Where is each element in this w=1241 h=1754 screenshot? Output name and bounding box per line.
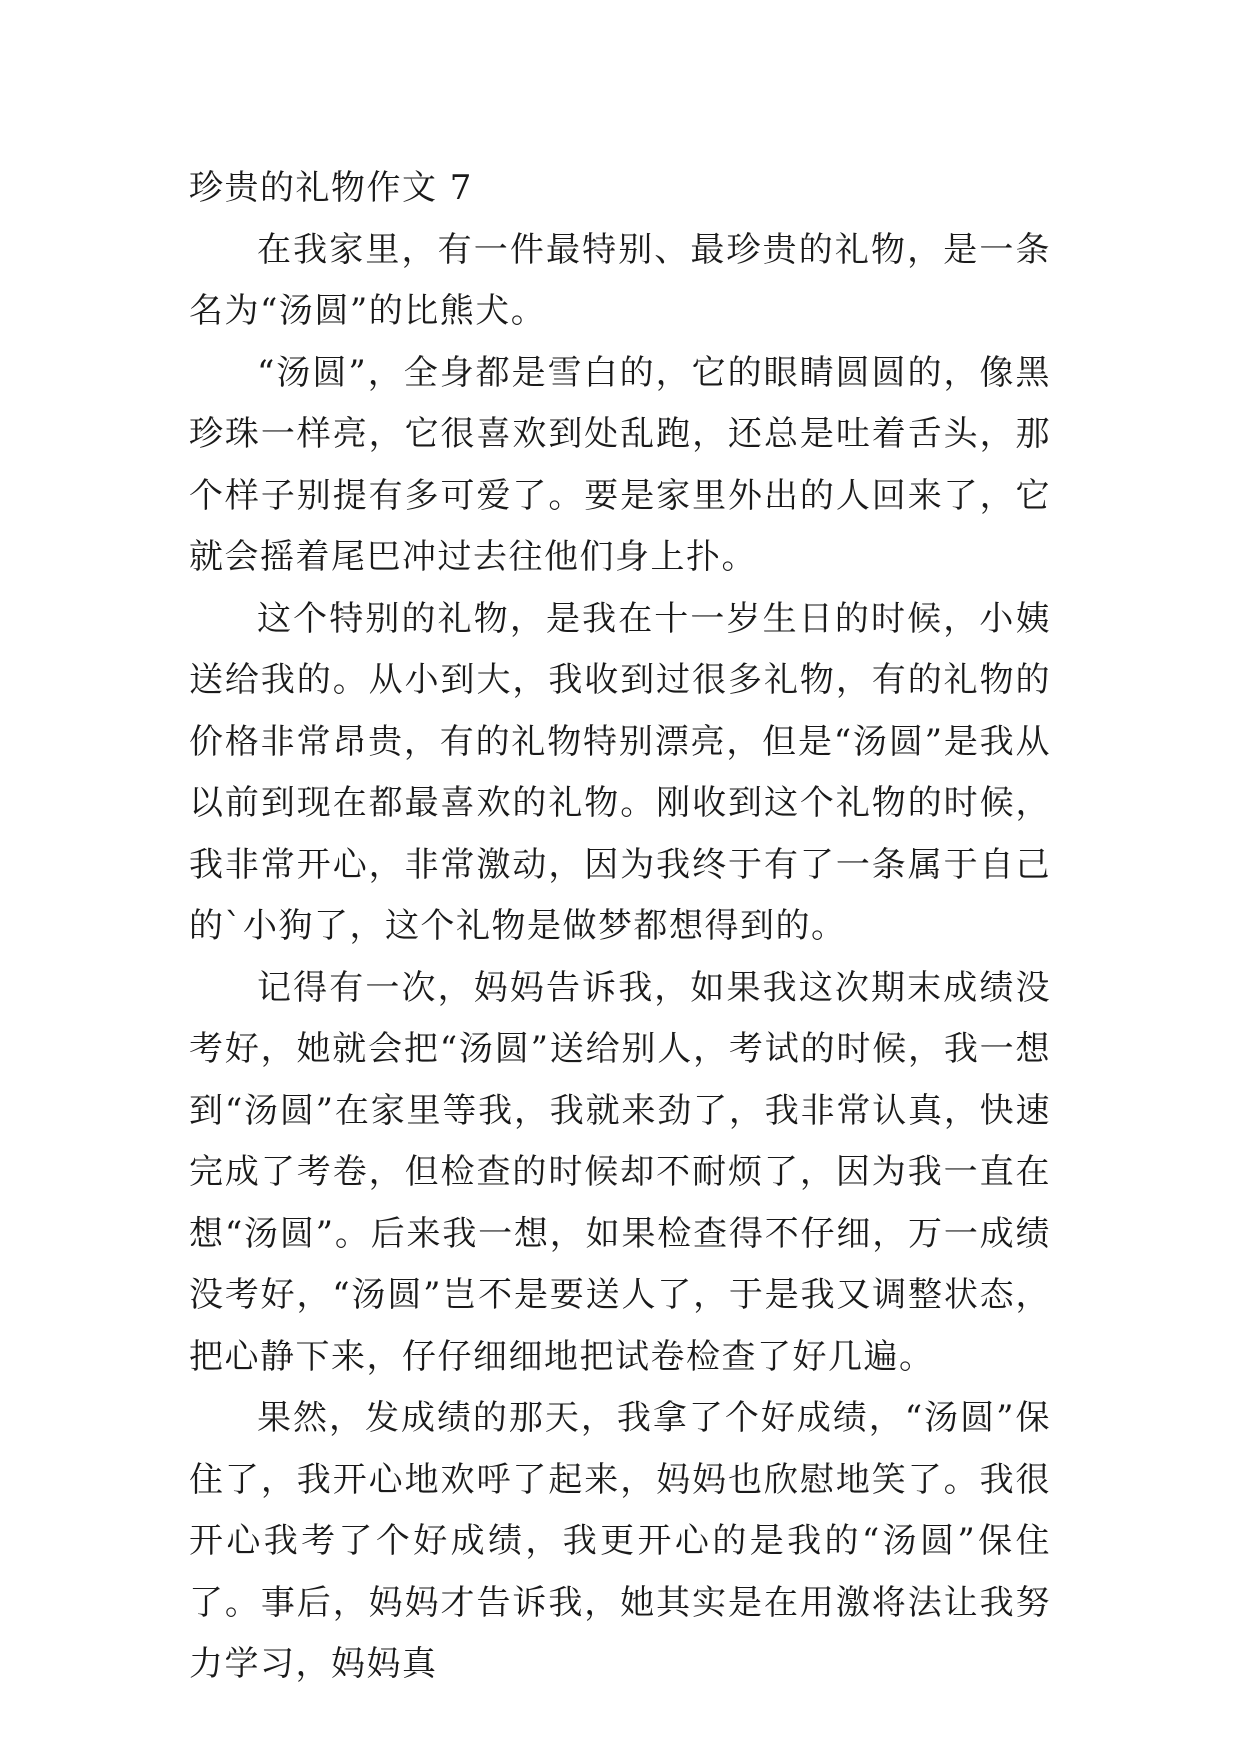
paragraph-3: 这个特别的礼物，是我在十一岁生日的时候，小姨送给我的。从小到大，我收到过很多礼物，有的礼物的价格非常昂贵，有的礼物特别漂亮，但是“汤圆”是我从以前到现在都最喜欢的礼物。刚收到这个礼物的时候，我非常开心，非常激动，因为我终于有了一条属于自己的`小狗了，这个礼物是做梦都想得到的。	[189, 598, 1051, 946]
paragraph-5: 果然，发成绩的那天，我拿了个好成绩，“汤圆”保住了，我开心地欢呼了起来，妈妈也欣慰地笑了。我很开心我考了个好成绩，我更开心的是我的“汤圆”保住了。事后，妈妈才告诉我，她其实是在用激将法让我努力学习，妈妈真	[189, 1398, 1051, 1684]
paragraph-1: 在我家里，有一件最特别、最珍贵的礼物，是一条名为“汤圆”的比熊犬。	[189, 229, 1051, 331]
essay-title: 珍贵的礼物作文 7	[189, 168, 473, 208]
paragraph-2: “汤圆”，全身都是雪白的，它的眼睛圆圆的，像黑珍珠一样亮，它很喜欢到处乱跑，还总是吐着舌头，那个样子别提有多可爱了。要是家里外出的人回来了，它就会摇着尾巴冲过去往他们身上扑。	[189, 352, 1051, 577]
document-body	[189, 158, 1051, 1696]
paragraph-4: 记得有一次，妈妈告诉我，如果我这次期末成绩没考好，她就会把“汤圆”送给别人，考试的时候，我一想到“汤圆”在家里等我，我就来劲了，我非常认真，快速完成了考卷，但检查的时候却不耐烦了，因为我一直在想“汤圆”。后来我一想，如果检查得不仔细，万一成绩没考好，“汤圆”岂不是要送人了，于是我又调整状态，把心静下来，仔仔细细地把试卷检查了好几遍。	[189, 967, 1051, 1377]
